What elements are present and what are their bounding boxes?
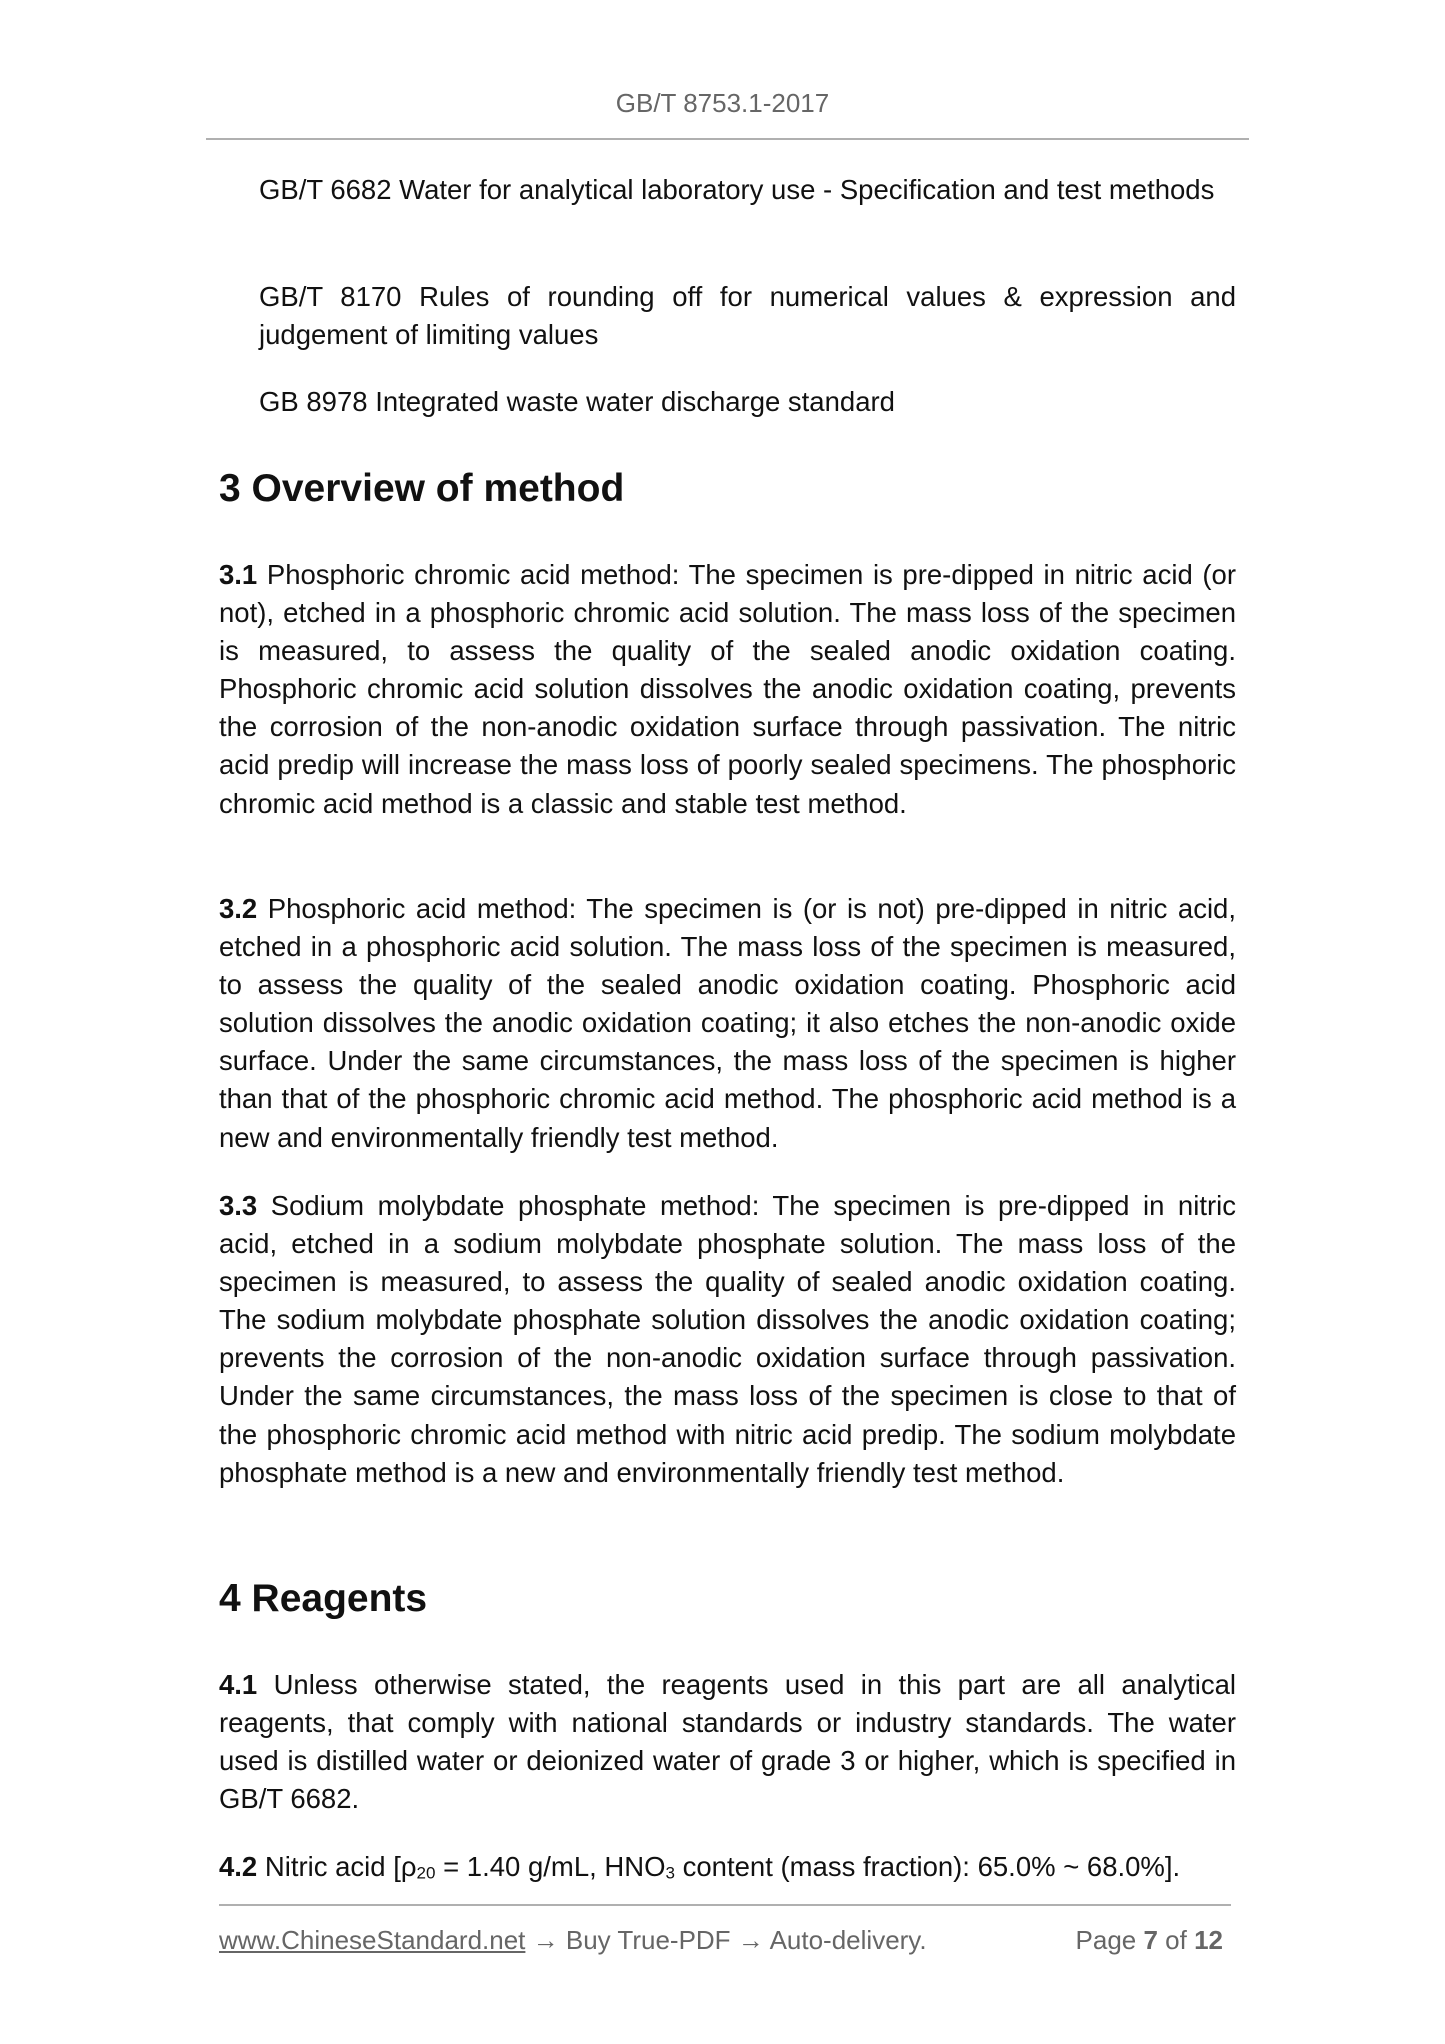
clause-3-1 bbox=[219, 556, 1236, 823]
clause-text: Unless otherwise stated, the reagents used in this part are all analytical reagents, that comply with national standards or industry standards. The water used is distilled water or deionized water of grade 3 or higher, which is specified in GB/T 6682. bbox=[219, 1669, 1236, 1815]
subscript: 3 bbox=[665, 1863, 675, 1883]
page-total: 12 bbox=[1194, 1925, 1223, 1955]
page-label: Page bbox=[1075, 1925, 1144, 1955]
website-link[interactable]: www.ChineseStandard.net bbox=[219, 1925, 526, 1955]
clause-text: content (mass fraction): 65.0% ~ 68.0%]. bbox=[674, 1851, 1181, 1882]
clause-text: = 1.40 g/mL, HNO bbox=[435, 1851, 666, 1882]
clause-4-1 bbox=[219, 1666, 1236, 1818]
clause-number: 3.3 bbox=[219, 1190, 258, 1221]
clause-4-2 bbox=[219, 1848, 1236, 1886]
footer-divider bbox=[219, 1904, 1231, 1906]
of-label: of bbox=[1157, 1925, 1195, 1955]
subscript: 20 bbox=[416, 1863, 436, 1883]
reference-gbt-6682: GB/T 6682 Water for analytical laboratory use - Specification and test methods bbox=[259, 174, 1215, 205]
reference-gb-8978: GB 8978 Integrated waste water discharge standard bbox=[259, 386, 895, 417]
page-indicator bbox=[1076, 1925, 1223, 1956]
clause-3-2 bbox=[219, 890, 1236, 1157]
section-4-heading: 4 Reagents bbox=[219, 1577, 428, 1620]
clause-number: 4.1 bbox=[219, 1669, 258, 1700]
header-divider bbox=[206, 138, 1249, 140]
page-number: 7 bbox=[1143, 1925, 1158, 1955]
clause-text: Nitric acid [ρ bbox=[257, 1851, 417, 1882]
footer-left bbox=[219, 1925, 927, 1956]
clause-number: 4.2 bbox=[219, 1851, 258, 1882]
clause-number: 3.2 bbox=[219, 893, 258, 924]
clause-text: Phosphoric chromic acid method: The specimen is pre-dipped in nitric acid (or not), etched in a phosphoric chromic acid solution. The mass loss of the specimen is measured, to assess the quality of the sealed anodic oxidation coating. Phosphoric chromic acid solution dissolves the anodic oxidation coating, prevents the corrosion of the non-anodic oxidation surface through passivation. The nitric acid predip will increase the mass loss of poorly sealed specimens. The phosphoric chromic acid method is a classic and stable test method. bbox=[219, 559, 1236, 819]
section-3-heading: 3 Overview of method bbox=[219, 467, 625, 510]
footer-tagline: → Buy True-PDF → Auto-delivery. bbox=[525, 1925, 927, 1955]
clause-text: Phosphoric acid method: The specimen is (or is not) pre-dipped in nitric acid, etched in a phosphoric acid solution. The mass loss of the specimen is measured, to assess the quality of the sealed anodic oxidation coating. Phosphoric acid solution dissolves the anodic oxidation coating; it also etches the non-anodic oxide surface. Under the same circumstances, the mass loss of the specimen is higher than that of the phosphoric chromic acid method. The phosphoric acid method is a new and environmentally friendly test method. bbox=[219, 893, 1236, 1153]
clause-number: 3.1 bbox=[219, 559, 258, 590]
clause-text: Sodium molybdate phosphate method: The specimen is pre-dipped in nitric acid, etched in a sodium molybdate phosphate solution. The mass loss of the specimen is measured, to assess the quality of sealed anodic oxidation coating. The sodium molybdate phosphate solution dissolves the anodic oxidation coating; prevents the corrosion of the non-anodic oxidation surface through passivation. Under the same circumstances, the mass loss of the specimen is close to that of the phosphoric chromic acid method with nitric acid predip. The sodium molybdate phosphate method is a new and environmentally friendly test method. bbox=[219, 1190, 1236, 1488]
reference-gbt-8170: GB/T 8170 Rules of rounding off for numerical values & expression and judgement of limiting values bbox=[259, 281, 1236, 351]
document-header: GB/T 8753.1-2017 bbox=[615, 88, 830, 118]
clause-3-3 bbox=[219, 1187, 1236, 1492]
